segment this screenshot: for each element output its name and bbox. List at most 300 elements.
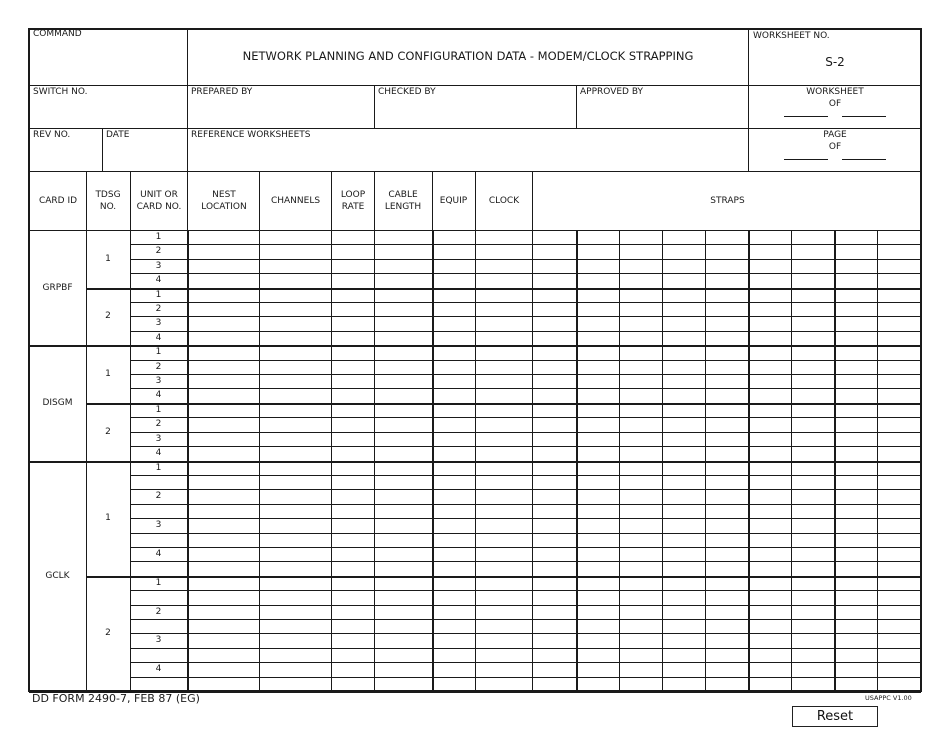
entry-cell[interactable] (577, 433, 619, 446)
entry-cell[interactable] (663, 303, 705, 316)
entry-cell[interactable] (878, 490, 921, 503)
entry-cell[interactable] (476, 505, 532, 518)
entry-cell[interactable] (188, 231, 259, 244)
reset-button[interactable]: Reset (792, 706, 878, 727)
entry-cell[interactable] (663, 462, 705, 475)
entry-cell[interactable] (835, 245, 877, 258)
entry-cell[interactable] (835, 404, 877, 417)
entry-cell[interactable] (620, 534, 662, 547)
entry-cell[interactable] (792, 534, 834, 547)
entry-cell[interactable] (835, 606, 877, 619)
entry-cell[interactable] (706, 678, 748, 691)
entry-cell[interactable] (620, 678, 662, 691)
entry-cell[interactable] (749, 289, 791, 302)
entry-cell[interactable] (260, 433, 331, 446)
entry-cell[interactable] (749, 303, 791, 316)
entry-cell[interactable] (878, 418, 921, 431)
entry-cell[interactable] (663, 490, 705, 503)
entry-cell[interactable] (577, 245, 619, 258)
entry-cell[interactable] (476, 620, 532, 633)
entry-cell[interactable] (663, 505, 705, 518)
entry-cell[interactable] (878, 591, 921, 604)
entry-cell[interactable] (260, 260, 331, 273)
entry-cell[interactable] (375, 634, 432, 647)
entry-cell[interactable] (332, 231, 374, 244)
entry-cell[interactable] (260, 490, 331, 503)
entry-cell[interactable] (620, 591, 662, 604)
entry-cell[interactable] (835, 303, 877, 316)
entry-cell[interactable] (663, 317, 705, 330)
entry-cell[interactable] (878, 519, 921, 532)
entry-cell[interactable] (375, 663, 432, 676)
entry-cell[interactable] (878, 404, 921, 417)
entry-cell[interactable] (749, 433, 791, 446)
entry-cell[interactable] (878, 274, 921, 287)
entry-cell[interactable] (433, 634, 475, 647)
entry-cell[interactable] (792, 389, 834, 402)
entry-cell[interactable] (792, 303, 834, 316)
entry-cell[interactable] (260, 346, 331, 359)
entry-cell[interactable] (332, 303, 374, 316)
entry-cell[interactable] (835, 620, 877, 633)
entry-cell[interactable] (878, 476, 921, 489)
entry-cell[interactable] (835, 433, 877, 446)
entry-cell[interactable] (332, 418, 374, 431)
entry-cell[interactable] (533, 562, 576, 575)
entry-cell[interactable] (476, 649, 532, 662)
entry-cell[interactable] (706, 548, 748, 561)
entry-cell[interactable] (188, 606, 259, 619)
entry-cell[interactable] (706, 260, 748, 273)
entry-cell[interactable] (188, 447, 259, 460)
entry-cell[interactable] (706, 332, 748, 345)
entry-cell[interactable] (792, 260, 834, 273)
entry-cell[interactable] (706, 418, 748, 431)
entry-cell[interactable] (620, 577, 662, 590)
entry-cell[interactable] (188, 361, 259, 374)
entry-cell[interactable] (749, 620, 791, 633)
entry-cell[interactable] (433, 404, 475, 417)
entry-cell[interactable] (620, 447, 662, 460)
entry-cell[interactable] (188, 649, 259, 662)
entry-cell[interactable] (476, 231, 532, 244)
entry-cell[interactable] (332, 534, 374, 547)
entry-cell[interactable] (749, 663, 791, 676)
entry-cell[interactable] (835, 490, 877, 503)
entry-cell[interactable] (260, 361, 331, 374)
entry-cell[interactable] (749, 274, 791, 287)
entry-cell[interactable] (433, 289, 475, 302)
entry-cell[interactable] (332, 447, 374, 460)
entry-cell[interactable] (375, 317, 432, 330)
entry-cell[interactable] (375, 332, 432, 345)
entry-cell[interactable] (577, 303, 619, 316)
entry-cell[interactable] (663, 260, 705, 273)
entry-cell[interactable] (577, 591, 619, 604)
entry-cell[interactable] (749, 375, 791, 388)
entry-cell[interactable] (663, 274, 705, 287)
entry-cell[interactable] (706, 634, 748, 647)
entry-cell[interactable] (878, 678, 921, 691)
entry-cell[interactable] (663, 404, 705, 417)
entry-cell[interactable] (188, 634, 259, 647)
entry-cell[interactable] (375, 462, 432, 475)
entry-cell[interactable] (663, 245, 705, 258)
entry-cell[interactable] (476, 634, 532, 647)
entry-cell[interactable] (375, 289, 432, 302)
entry-cell[interactable] (620, 260, 662, 273)
entry-cell[interactable] (375, 562, 432, 575)
entry-cell[interactable] (332, 462, 374, 475)
entry-cell[interactable] (835, 317, 877, 330)
entry-cell[interactable] (792, 663, 834, 676)
entry-cell[interactable] (188, 332, 259, 345)
entry-cell[interactable] (375, 476, 432, 489)
entry-cell[interactable] (433, 649, 475, 662)
entry-cell[interactable] (620, 562, 662, 575)
entry-cell[interactable] (188, 490, 259, 503)
entry-cell[interactable] (835, 663, 877, 676)
entry-cell[interactable] (533, 606, 576, 619)
entry-cell[interactable] (188, 274, 259, 287)
entry-cell[interactable] (433, 462, 475, 475)
entry-cell[interactable] (188, 620, 259, 633)
entry-cell[interactable] (375, 303, 432, 316)
entry-cell[interactable] (792, 620, 834, 633)
entry-cell[interactable] (792, 447, 834, 460)
entry-cell[interactable] (476, 678, 532, 691)
entry-cell[interactable] (433, 577, 475, 590)
entry-cell[interactable] (375, 361, 432, 374)
entry-cell[interactable] (188, 418, 259, 431)
entry-cell[interactable] (533, 519, 576, 532)
entry-cell[interactable] (878, 620, 921, 633)
entry-cell[interactable] (433, 591, 475, 604)
entry-cell[interactable] (577, 404, 619, 417)
entry-cell[interactable] (188, 678, 259, 691)
entry-cell[interactable] (663, 577, 705, 590)
entry-cell[interactable] (835, 462, 877, 475)
entry-cell[interactable] (792, 404, 834, 417)
entry-cell[interactable] (878, 260, 921, 273)
entry-cell[interactable] (260, 404, 331, 417)
entry-cell[interactable] (260, 505, 331, 518)
entry-cell[interactable] (188, 577, 259, 590)
entry-cell[interactable] (332, 505, 374, 518)
entry-cell[interactable] (577, 505, 619, 518)
entry-cell[interactable] (260, 620, 331, 633)
entry-cell[interactable] (533, 462, 576, 475)
entry-cell[interactable] (260, 418, 331, 431)
entry-cell[interactable] (188, 534, 259, 547)
entry-cell[interactable] (433, 476, 475, 489)
entry-cell[interactable] (332, 678, 374, 691)
entry-cell[interactable] (835, 375, 877, 388)
entry-cell[interactable] (332, 476, 374, 489)
entry-cell[interactable] (577, 519, 619, 532)
entry-cell[interactable] (706, 289, 748, 302)
entry-cell[interactable] (620, 274, 662, 287)
entry-cell[interactable] (878, 462, 921, 475)
entry-cell[interactable] (749, 505, 791, 518)
entry-cell[interactable] (749, 490, 791, 503)
entry-cell[interactable] (332, 375, 374, 388)
entry-cell[interactable] (375, 534, 432, 547)
entry-cell[interactable] (835, 274, 877, 287)
entry-cell[interactable] (792, 562, 834, 575)
entry-cell[interactable] (375, 375, 432, 388)
entry-cell[interactable] (706, 404, 748, 417)
entry-cell[interactable] (433, 274, 475, 287)
entry-cell[interactable] (533, 476, 576, 489)
entry-cell[interactable] (792, 577, 834, 590)
entry-cell[interactable] (375, 447, 432, 460)
entry-cell[interactable] (433, 447, 475, 460)
entry-cell[interactable] (260, 649, 331, 662)
entry-cell[interactable] (533, 577, 576, 590)
entry-cell[interactable] (663, 375, 705, 388)
entry-cell[interactable] (749, 548, 791, 561)
entry-cell[interactable] (706, 505, 748, 518)
entry-cell[interactable] (749, 404, 791, 417)
entry-cell[interactable] (620, 361, 662, 374)
entry-cell[interactable] (577, 361, 619, 374)
entry-cell[interactable] (188, 476, 259, 489)
entry-cell[interactable] (663, 361, 705, 374)
entry-cell[interactable] (433, 303, 475, 316)
entry-cell[interactable] (749, 231, 791, 244)
entry-cell[interactable] (375, 649, 432, 662)
entry-cell[interactable] (663, 548, 705, 561)
entry-cell[interactable] (375, 620, 432, 633)
entry-cell[interactable] (577, 289, 619, 302)
entry-cell[interactable] (476, 317, 532, 330)
entry-cell[interactable] (663, 433, 705, 446)
entry-cell[interactable] (533, 361, 576, 374)
entry-cell[interactable] (188, 433, 259, 446)
entry-cell[interactable] (706, 346, 748, 359)
entry-cell[interactable] (433, 317, 475, 330)
entry-cell[interactable] (749, 606, 791, 619)
entry-cell[interactable] (332, 490, 374, 503)
entry-cell[interactable] (433, 490, 475, 503)
entry-cell[interactable] (706, 591, 748, 604)
entry-cell[interactable] (792, 462, 834, 475)
entry-cell[interactable] (577, 317, 619, 330)
entry-cell[interactable] (663, 591, 705, 604)
entry-cell[interactable] (577, 678, 619, 691)
entry-cell[interactable] (620, 462, 662, 475)
entry-cell[interactable] (260, 606, 331, 619)
entry-cell[interactable] (835, 591, 877, 604)
entry-cell[interactable] (533, 534, 576, 547)
entry-cell[interactable] (792, 317, 834, 330)
entry-cell[interactable] (476, 260, 532, 273)
entry-cell[interactable] (476, 361, 532, 374)
entry-cell[interactable] (260, 462, 331, 475)
entry-cell[interactable] (260, 577, 331, 590)
entry-cell[interactable] (332, 634, 374, 647)
entry-cell[interactable] (835, 332, 877, 345)
entry-cell[interactable] (878, 289, 921, 302)
entry-cell[interactable] (706, 519, 748, 532)
entry-cell[interactable] (620, 346, 662, 359)
entry-cell[interactable] (577, 577, 619, 590)
entry-cell[interactable] (792, 361, 834, 374)
entry-cell[interactable] (533, 418, 576, 431)
entry-cell[interactable] (188, 346, 259, 359)
entry-cell[interactable] (188, 260, 259, 273)
entry-cell[interactable] (835, 562, 877, 575)
entry-cell[interactable] (332, 404, 374, 417)
entry-cell[interactable] (749, 361, 791, 374)
entry-cell[interactable] (620, 404, 662, 417)
entry-cell[interactable] (878, 317, 921, 330)
entry-cell[interactable] (835, 476, 877, 489)
entry-cell[interactable] (260, 274, 331, 287)
entry-cell[interactable] (878, 245, 921, 258)
entry-cell[interactable] (878, 606, 921, 619)
entry-cell[interactable] (188, 303, 259, 316)
entry-cell[interactable] (749, 534, 791, 547)
entry-cell[interactable] (533, 245, 576, 258)
entry-cell[interactable] (706, 606, 748, 619)
entry-cell[interactable] (476, 433, 532, 446)
entry-cell[interactable] (620, 505, 662, 518)
entry-cell[interactable] (533, 274, 576, 287)
entry-cell[interactable] (533, 332, 576, 345)
entry-cell[interactable] (792, 490, 834, 503)
entry-cell[interactable] (706, 389, 748, 402)
entry-cell[interactable] (663, 332, 705, 345)
entry-cell[interactable] (577, 389, 619, 402)
entry-cell[interactable] (433, 534, 475, 547)
entry-cell[interactable] (375, 678, 432, 691)
entry-cell[interactable] (433, 505, 475, 518)
entry-cell[interactable] (749, 476, 791, 489)
entry-cell[interactable] (706, 375, 748, 388)
entry-cell[interactable] (663, 620, 705, 633)
entry-cell[interactable] (620, 289, 662, 302)
entry-cell[interactable] (533, 678, 576, 691)
entry-cell[interactable] (332, 260, 374, 273)
entry-cell[interactable] (188, 663, 259, 676)
entry-cell[interactable] (533, 260, 576, 273)
entry-cell[interactable] (663, 562, 705, 575)
entry-cell[interactable] (332, 389, 374, 402)
entry-cell[interactable] (878, 534, 921, 547)
entry-cell[interactable] (476, 332, 532, 345)
entry-cell[interactable] (533, 591, 576, 604)
entry-cell[interactable] (835, 346, 877, 359)
entry-cell[interactable] (375, 577, 432, 590)
entry-cell[interactable] (792, 245, 834, 258)
entry-cell[interactable] (433, 418, 475, 431)
entry-cell[interactable] (706, 476, 748, 489)
entry-cell[interactable] (188, 289, 259, 302)
entry-cell[interactable] (533, 548, 576, 561)
entry-cell[interactable] (749, 317, 791, 330)
entry-cell[interactable] (749, 447, 791, 460)
entry-cell[interactable] (878, 577, 921, 590)
entry-cell[interactable] (375, 548, 432, 561)
entry-cell[interactable] (620, 332, 662, 345)
entry-cell[interactable] (476, 404, 532, 417)
entry-cell[interactable] (792, 649, 834, 662)
entry-cell[interactable] (749, 634, 791, 647)
entry-cell[interactable] (878, 505, 921, 518)
entry-cell[interactable] (706, 663, 748, 676)
entry-cell[interactable] (620, 663, 662, 676)
entry-cell[interactable] (188, 245, 259, 258)
entry-cell[interactable] (433, 231, 475, 244)
entry-cell[interactable] (792, 231, 834, 244)
entry-cell[interactable] (663, 389, 705, 402)
entry-cell[interactable] (375, 418, 432, 431)
entry-cell[interactable] (577, 476, 619, 489)
entry-cell[interactable] (433, 361, 475, 374)
entry-cell[interactable] (577, 548, 619, 561)
entry-cell[interactable] (663, 476, 705, 489)
entry-cell[interactable] (260, 591, 331, 604)
entry-cell[interactable] (878, 562, 921, 575)
entry-cell[interactable] (533, 317, 576, 330)
entry-cell[interactable] (749, 649, 791, 662)
entry-cell[interactable] (749, 462, 791, 475)
entry-cell[interactable] (188, 591, 259, 604)
entry-cell[interactable] (476, 462, 532, 475)
entry-cell[interactable] (533, 303, 576, 316)
entry-cell[interactable] (260, 289, 331, 302)
entry-cell[interactable] (835, 678, 877, 691)
entry-cell[interactable] (260, 375, 331, 388)
entry-cell[interactable] (577, 562, 619, 575)
entry-cell[interactable] (577, 620, 619, 633)
entry-cell[interactable] (663, 447, 705, 460)
entry-cell[interactable] (476, 490, 532, 503)
entry-cell[interactable] (260, 663, 331, 676)
entry-cell[interactable] (792, 591, 834, 604)
entry-cell[interactable] (835, 289, 877, 302)
entry-cell[interactable] (533, 505, 576, 518)
entry-cell[interactable] (433, 260, 475, 273)
entry-cell[interactable] (533, 346, 576, 359)
entry-cell[interactable] (260, 634, 331, 647)
entry-cell[interactable] (792, 289, 834, 302)
entry-cell[interactable] (188, 404, 259, 417)
entry-cell[interactable] (620, 634, 662, 647)
entry-cell[interactable] (577, 606, 619, 619)
entry-cell[interactable] (476, 476, 532, 489)
entry-cell[interactable] (620, 433, 662, 446)
entry-cell[interactable] (706, 620, 748, 633)
entry-cell[interactable] (706, 490, 748, 503)
entry-cell[interactable] (332, 433, 374, 446)
entry-cell[interactable] (433, 519, 475, 532)
entry-cell[interactable] (792, 476, 834, 489)
entry-cell[interactable] (332, 274, 374, 287)
entry-cell[interactable] (476, 548, 532, 561)
entry-cell[interactable] (332, 519, 374, 532)
entry-cell[interactable] (878, 649, 921, 662)
entry-cell[interactable] (792, 332, 834, 345)
entry-cell[interactable] (620, 620, 662, 633)
entry-cell[interactable] (260, 332, 331, 345)
entry-cell[interactable] (792, 505, 834, 518)
entry-cell[interactable] (375, 346, 432, 359)
entry-cell[interactable] (533, 649, 576, 662)
entry-cell[interactable] (476, 303, 532, 316)
